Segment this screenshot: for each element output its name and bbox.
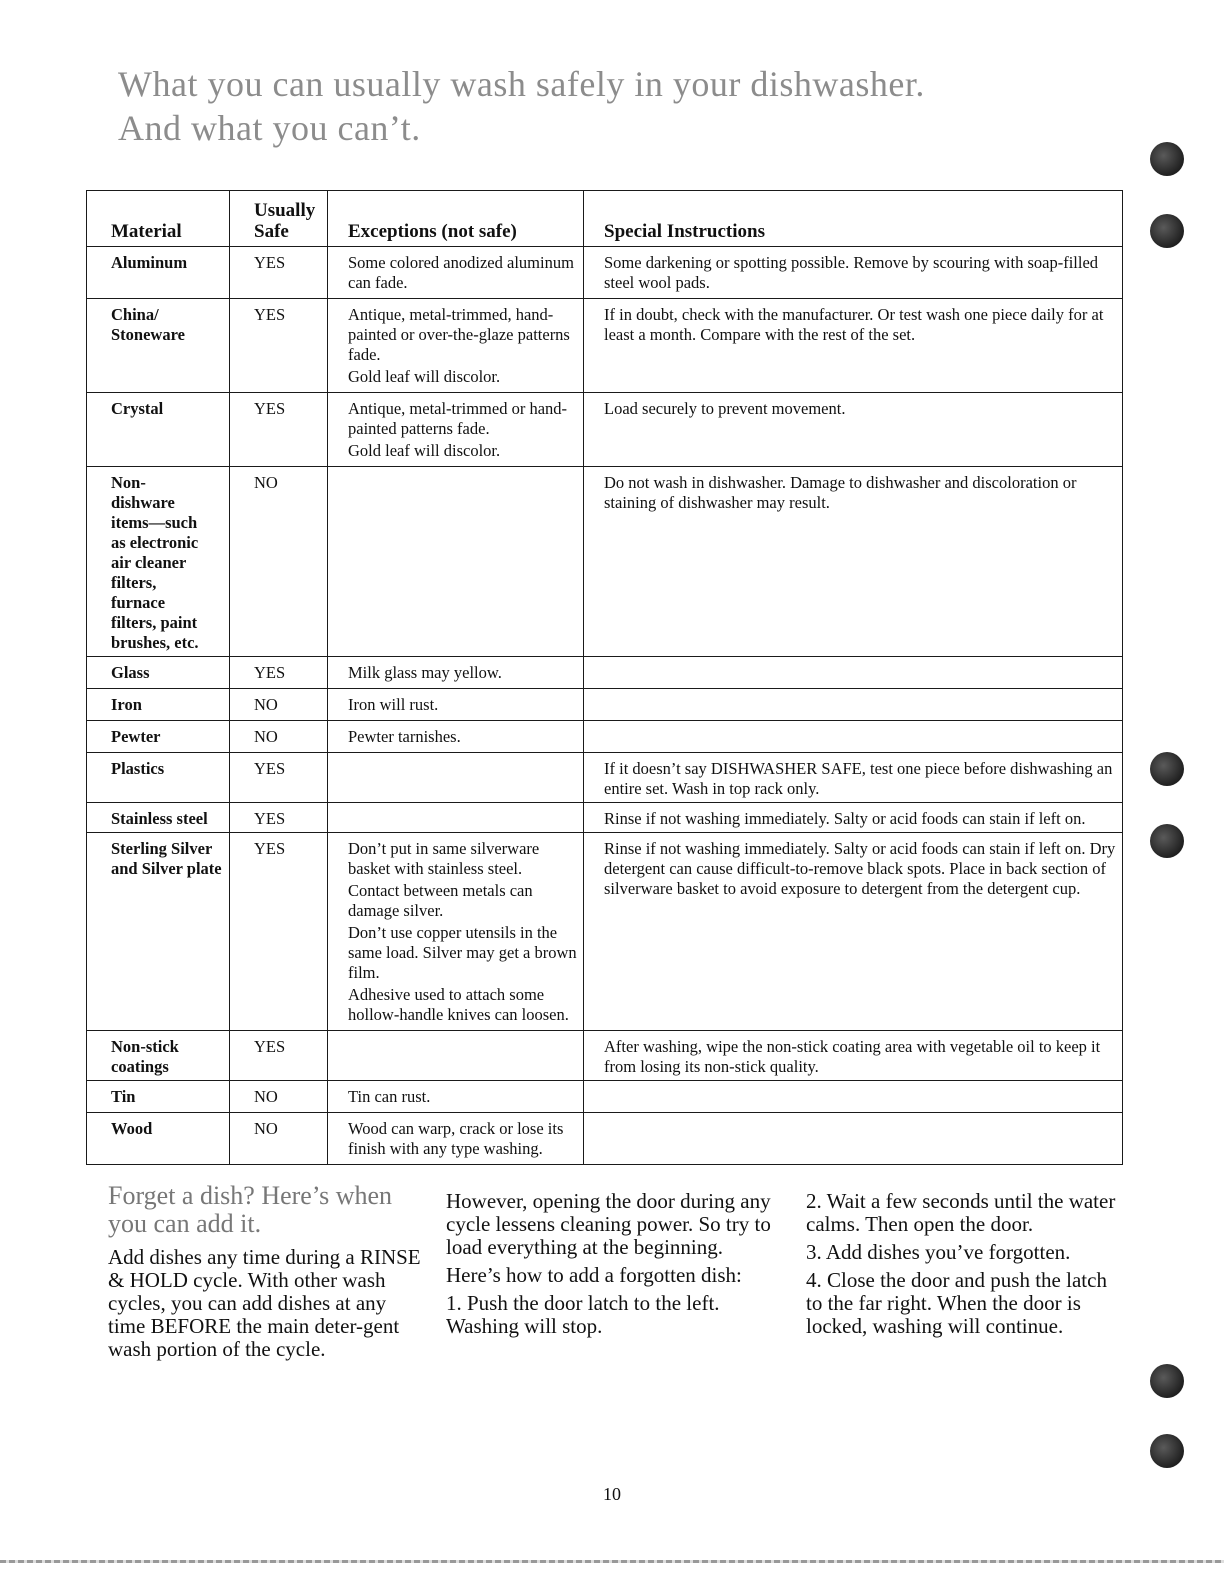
table-row	[87, 247, 1123, 299]
table-row	[87, 1031, 1123, 1081]
header-usually-safe-label: Usually Safe	[254, 200, 316, 242]
table-row	[87, 1081, 1123, 1113]
special-instructions-cell: Rinse if not washing immediately. Salty or acid foods can stain if left on. Dry detergent can cause difficult-to-remove black spots. Place in back section of silverware basket to avoid exposure to detergent from the detergent cup.	[584, 833, 1123, 1031]
forget-dish-column-3	[806, 1190, 1116, 1343]
special-instructions-cell: Rinse if not washing immediately. Salty or acid foods can stain if left on.	[584, 803, 1123, 833]
exceptions-cell	[328, 753, 584, 803]
table-row	[87, 299, 1123, 393]
binder-hole	[1150, 752, 1184, 786]
exceptions-cell	[328, 247, 584, 299]
exceptions-cell	[328, 803, 584, 833]
usually-safe-cell: YES	[230, 393, 328, 467]
special-instructions-cell: Do not wash in dishwasher. Damage to dishwasher and discoloration or staining of dishwasher may result.	[584, 467, 1123, 657]
table-row	[87, 393, 1123, 467]
special-instructions-cell: Load securely to prevent movement.	[584, 393, 1123, 467]
exceptions-cell	[328, 1031, 584, 1081]
table-row	[87, 753, 1123, 803]
usually-safe-cell: NO	[230, 721, 328, 753]
exception-text: Pewter tarnishes.	[348, 727, 461, 746]
exception-text: Tin can rust.	[348, 1087, 431, 1106]
exceptions-cell	[328, 721, 584, 753]
exception-text: Don’t use copper utensils in the same load. Silver may get a brown film.	[348, 923, 577, 982]
exception-text: Antique, metal-trimmed or hand-painted patterns fade.	[348, 399, 568, 438]
usually-safe-cell: NO	[230, 689, 328, 721]
forget-dish-step-3: 3. Add dishes you’ve forgotten.	[806, 1240, 1071, 1264]
table-body	[87, 247, 1123, 1165]
forget-dish-paragraph-1: Add dishes any time during a RINSE & HOLD cycle. With other wash cycles, you can add dishes at any time BEFORE the main deter-gent wash portion of the cycle.	[108, 1245, 421, 1361]
table-row	[87, 467, 1123, 657]
special-instructions-cell	[584, 657, 1123, 689]
exceptions-cell	[328, 467, 584, 657]
exception-text: Wood can warp, crack or lose its finish with any type washing.	[348, 1119, 564, 1158]
exception-text: Milk glass may yellow.	[348, 663, 502, 682]
usually-safe-cell: YES	[230, 247, 328, 299]
forget-dish-column-1	[108, 1182, 428, 1366]
table-header-row	[87, 191, 1123, 247]
exception-text: Iron will rust.	[348, 695, 439, 714]
binder-hole	[1150, 1364, 1184, 1398]
exception-text: Contact between metals can damage silver.	[348, 881, 533, 920]
special-instructions-cell	[584, 721, 1123, 753]
exceptions-cell	[328, 1113, 584, 1165]
exceptions-cell	[328, 299, 584, 393]
material-cell: Plastics	[87, 753, 230, 803]
exception-text: Gold leaf will discolor.	[348, 367, 501, 386]
special-instructions-cell: If it doesn’t say DISHWASHER SAFE, test one piece before dishwashing an entire set. Wash in top rack only.	[584, 753, 1123, 803]
table-row	[87, 689, 1123, 721]
usually-safe-cell: YES	[230, 833, 328, 1031]
header-usually-safe	[230, 191, 328, 247]
special-instructions-cell	[584, 1113, 1123, 1165]
exception-text: Adhesive used to attach some hollow-handle knives can loosen.	[348, 985, 569, 1024]
usually-safe-cell: NO	[230, 1113, 328, 1165]
header-material: Material	[87, 191, 230, 247]
table-row	[87, 1113, 1123, 1165]
usually-safe-cell: NO	[230, 467, 328, 657]
usually-safe-cell: YES	[230, 657, 328, 689]
material-cell: Non-dishware items—such as electronic air cleaner filters, furnace filters, paint brushes, etc.	[87, 467, 230, 657]
header-exceptions: Exceptions (not safe)	[328, 191, 584, 247]
special-instructions-cell	[584, 1081, 1123, 1113]
special-instructions-cell: After washing, wipe the non-stick coating area with vegetable oil to keep it from losing its non-stick quality.	[584, 1031, 1123, 1081]
forget-dish-heading: Forget a dish? Here’s when you can add it.	[108, 1181, 393, 1238]
forget-dish-step-1: 1. Push the door latch to the left. Washing will stop.	[446, 1291, 720, 1338]
wash-safety-table	[86, 190, 1123, 1165]
material-cell: Glass	[87, 657, 230, 689]
scan-edge-line	[0, 1560, 1224, 1563]
table-row	[87, 833, 1123, 1031]
title-line-1: What you can usually wash safely in your dishwasher.	[118, 64, 925, 104]
material-cell: Pewter	[87, 721, 230, 753]
table-row	[87, 803, 1123, 833]
usually-safe-cell: YES	[230, 803, 328, 833]
material-cell: Non-stick coatings	[87, 1031, 230, 1081]
binder-hole	[1150, 1434, 1184, 1468]
forget-dish-step-2: 2. Wait a few seconds until the water calms. Then open the door.	[806, 1189, 1116, 1236]
material-cell: Wood	[87, 1113, 230, 1165]
forget-dish-column-2	[446, 1190, 776, 1343]
exception-text: Gold leaf will discolor.	[348, 441, 501, 460]
material-cell: Iron	[87, 689, 230, 721]
exceptions-cell	[328, 689, 584, 721]
usually-safe-cell: YES	[230, 299, 328, 393]
page-title	[118, 62, 1018, 150]
exceptions-cell	[328, 393, 584, 467]
special-instructions-cell: If in doubt, check with the manufacturer. Or test wash one piece daily for at least a month. Compare with the rest of the set.	[584, 299, 1123, 393]
header-special-instructions: Special Instructions	[584, 191, 1123, 247]
exception-text: Some colored anodized aluminum can fade.	[348, 253, 574, 292]
page-number: 10	[603, 1484, 621, 1504]
table-row	[87, 657, 1123, 689]
exceptions-cell	[328, 657, 584, 689]
material-cell: China/ Stoneware	[87, 299, 230, 393]
exceptions-cell	[328, 833, 584, 1031]
usually-safe-cell: NO	[230, 1081, 328, 1113]
usually-safe-cell: YES	[230, 1031, 328, 1081]
material-cell: Tin	[87, 1081, 230, 1113]
exceptions-cell	[328, 1081, 584, 1113]
special-instructions-cell	[584, 689, 1123, 721]
material-cell: Stainless steel	[87, 803, 230, 833]
forget-dish-step-4: 4. Close the door and push the latch to the far right. When the door is locked, washing will continue.	[806, 1268, 1107, 1338]
forget-dish-paragraph-3: Here’s how to add a forgotten dish:	[446, 1263, 742, 1287]
material-cell: Aluminum	[87, 247, 230, 299]
usually-safe-cell: YES	[230, 753, 328, 803]
exception-text: Antique, metal-trimmed, hand-painted or over-the-glaze patterns fade.	[348, 305, 570, 364]
binder-hole	[1150, 142, 1184, 176]
special-instructions-cell: Some darkening or spotting possible. Remove by scouring with soap-filled steel wool pads.	[584, 247, 1123, 299]
table-row	[87, 721, 1123, 753]
binder-hole	[1150, 824, 1184, 858]
title-line-2: And what you can’t.	[118, 108, 421, 148]
exception-text: Don’t put in same silverware basket with stainless steel.	[348, 839, 540, 878]
binder-hole	[1150, 214, 1184, 248]
material-cell: Crystal	[87, 393, 230, 467]
material-cell: Sterling Silver and Silver plate	[87, 833, 230, 1031]
forget-dish-paragraph-2: However, opening the door during any cycle lessens cleaning power. So try to load everything at the beginning.	[446, 1189, 771, 1259]
